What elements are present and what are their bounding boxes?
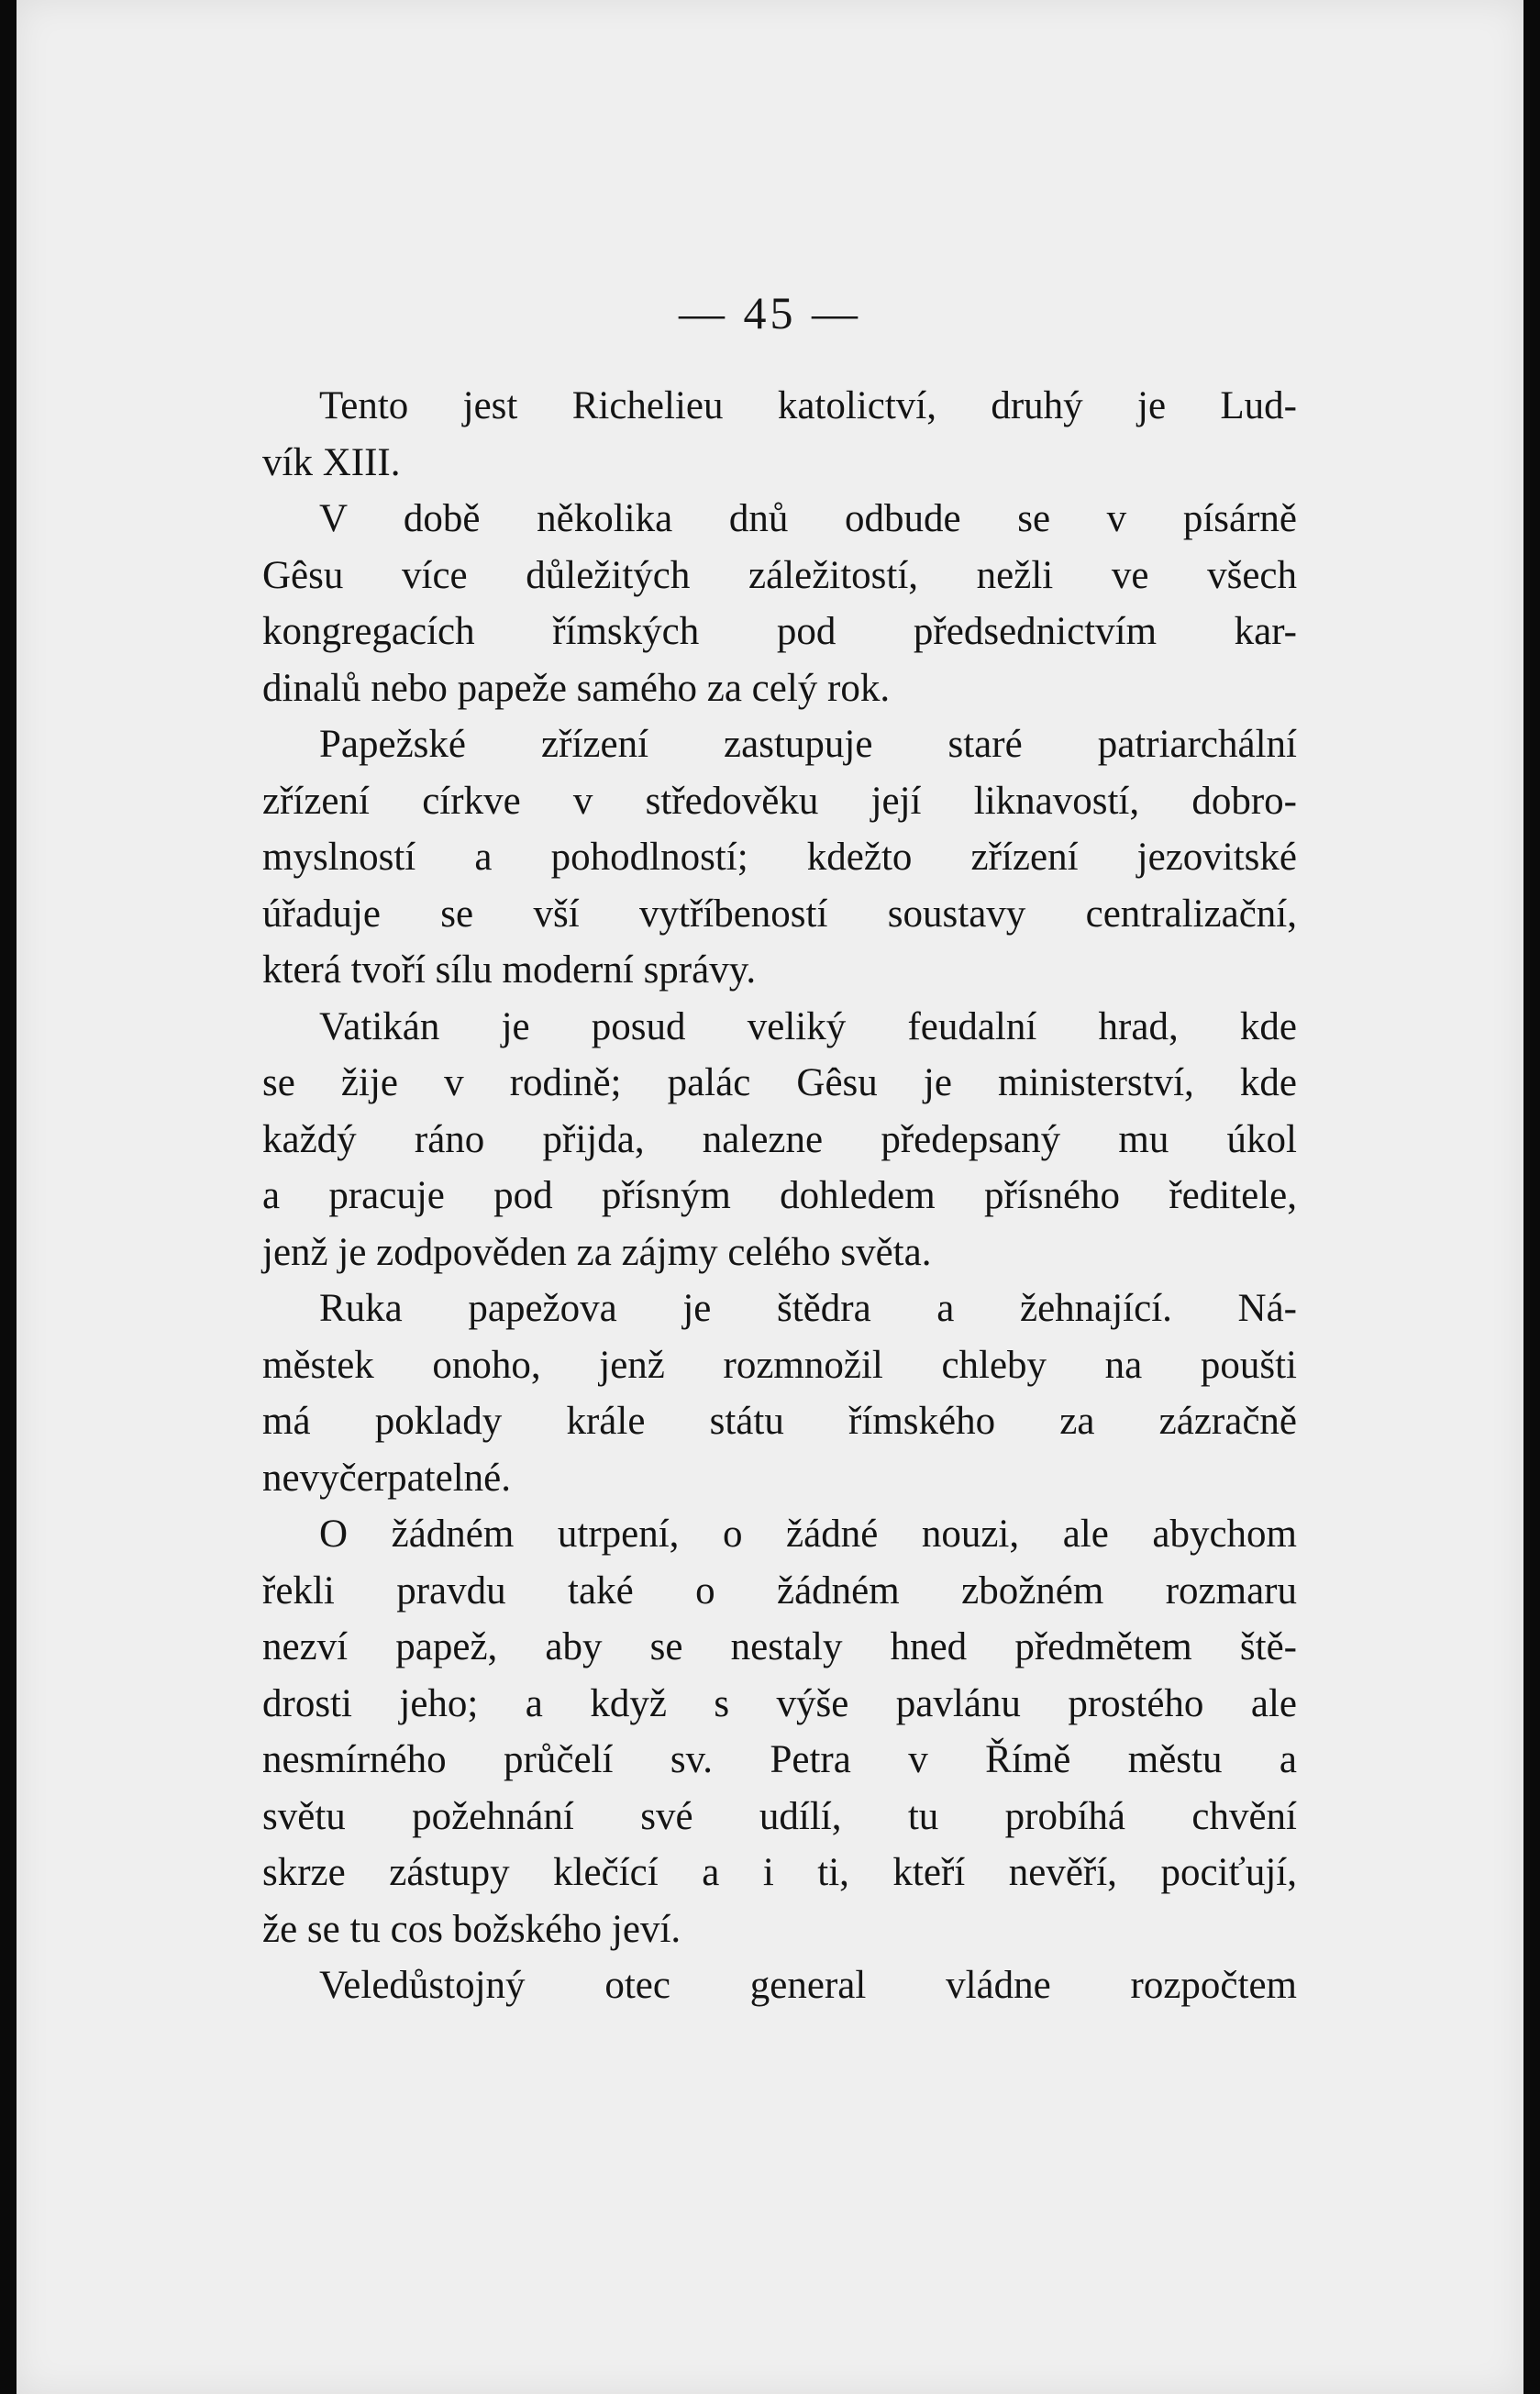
text-line: V době několika dnů odbude se v písárně [319, 497, 1297, 540]
text-line: nezví papež, aby se nestaly hned předmětem ště- [262, 1625, 1297, 1668]
page-number: — 45 — [679, 287, 861, 338]
text-line: myslností a pohodlností; kdežto zřízení jezovitské [262, 836, 1297, 879]
text-line: Gêsu více důležitých záležitostí, nežli ve všech [262, 553, 1297, 597]
text-line: skrze zástupy klečící a i ti, kteří nevěří, pociťují, [262, 1851, 1297, 1894]
text-line: drosti jeho; a když s výše pavlánu prostého ale [262, 1681, 1297, 1725]
text-line: městek onoho, jenž rozmnožil chleby na poušti [262, 1343, 1297, 1387]
text-line: zřízení církve v středověku její liknavostí, dobro- [262, 779, 1297, 823]
text-line: a pracuje pod přísným dohledem přísného ředitele, [262, 1174, 1297, 1217]
text-line: světu požehnání své udílí, tu probíhá chvění [262, 1794, 1297, 1838]
body-text [262, 378, 1297, 2014]
text-line: Veledůstojný otec general vládne rozpočtem [319, 1964, 1297, 2007]
text-line: nevyčerpatelné. [262, 1456, 511, 1500]
text-line: Vatikán je posud veliký feudalní hrad, kde [319, 1004, 1297, 1048]
text-line: vík XIII. [262, 440, 401, 484]
text-line: že se tu cos božského jeví. [262, 1907, 681, 1951]
text-line: jenž je zodpověden za zájmy celého světa. [262, 1230, 932, 1274]
text-line: se žije v rodině; palác Gêsu je ministerství, kde [262, 1061, 1297, 1104]
text-line: Papežské zřízení zastupuje staré patriarchální [319, 723, 1297, 766]
text-line: Tento jest Richelieu katolictví, druhý je Lud- [319, 384, 1297, 427]
text-line: Ruka papežova je štědra a žehnající. Ná- [319, 1287, 1297, 1330]
text-line: každý ráno přijda, nalezne předepsaný mu úkol [262, 1117, 1297, 1161]
text-line: O žádném utrpení, o žádné nouzi, ale abychom [319, 1513, 1297, 1556]
text-line: nesmírného průčelí sv. Petra v Římě městu a [262, 1738, 1297, 1781]
text-line: úřaduje se vší vytříbeností soustavy centralizační, [262, 892, 1297, 936]
text-line: řekli pravdu také o žádném zbožném rozmaru [262, 1568, 1297, 1613]
text-line: má poklady krále státu římského za zázračně [262, 1400, 1297, 1443]
text-line: kongregacích římských pod předsednictvím kar- [262, 610, 1297, 653]
text-line: dinalů nebo papeže samého za celý rok. [262, 666, 891, 710]
book-page [17, 0, 1523, 2394]
text-line: která tvoří sílu moderní správy. [262, 948, 757, 992]
